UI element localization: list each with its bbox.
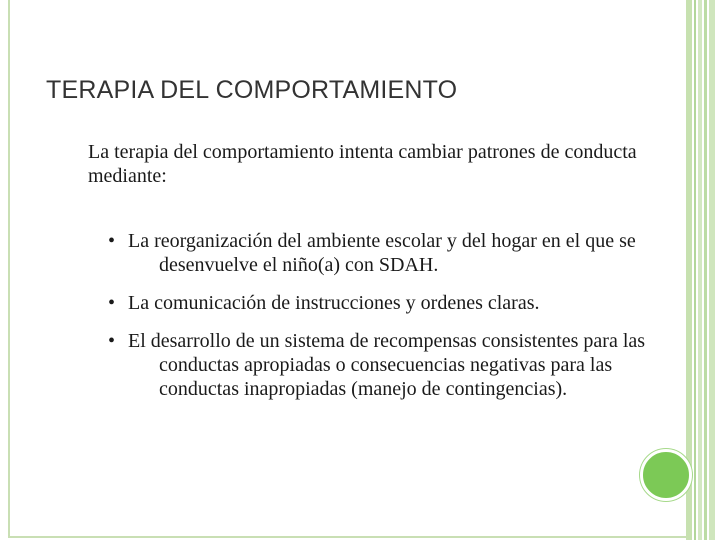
bullet-dot: •: [108, 330, 116, 352]
bullet-text: El desarrollo de un sistema de recompensas consistentes para las conductas apropiadas o consecuencias negativas para las conductas inapropiadas (manejo de contingencias).: [128, 330, 646, 400]
bullet-dot: •: [108, 292, 116, 314]
decorative-stripe: [694, 0, 696, 540]
bullet-dot: •: [108, 230, 116, 252]
intro-paragraph: La terapia del comportamiento intenta cambiar patrones de conducta mediante:: [88, 141, 637, 187]
decorative-stripe: [698, 0, 702, 540]
slide-title: TERAPIA DEL COMPORTAMIENTO: [46, 76, 458, 104]
bullet-list: [88, 229, 648, 401]
bullet-item: [88, 329, 679, 401]
bullet-text: La reorganización del ambiente escolar y del hogar en el que se desenvuelve el niño(a) con SDAH.: [128, 230, 636, 276]
decorative-circle: [640, 449, 692, 501]
decorative-stripe: [709, 0, 715, 540]
bullet-item: [88, 229, 679, 277]
bullet-text: La comunicación de instrucciones y ordenes claras.: [128, 292, 540, 314]
bullet-item: [88, 291, 679, 315]
decorative-stripe: [704, 0, 707, 540]
slide-body: [88, 140, 648, 415]
